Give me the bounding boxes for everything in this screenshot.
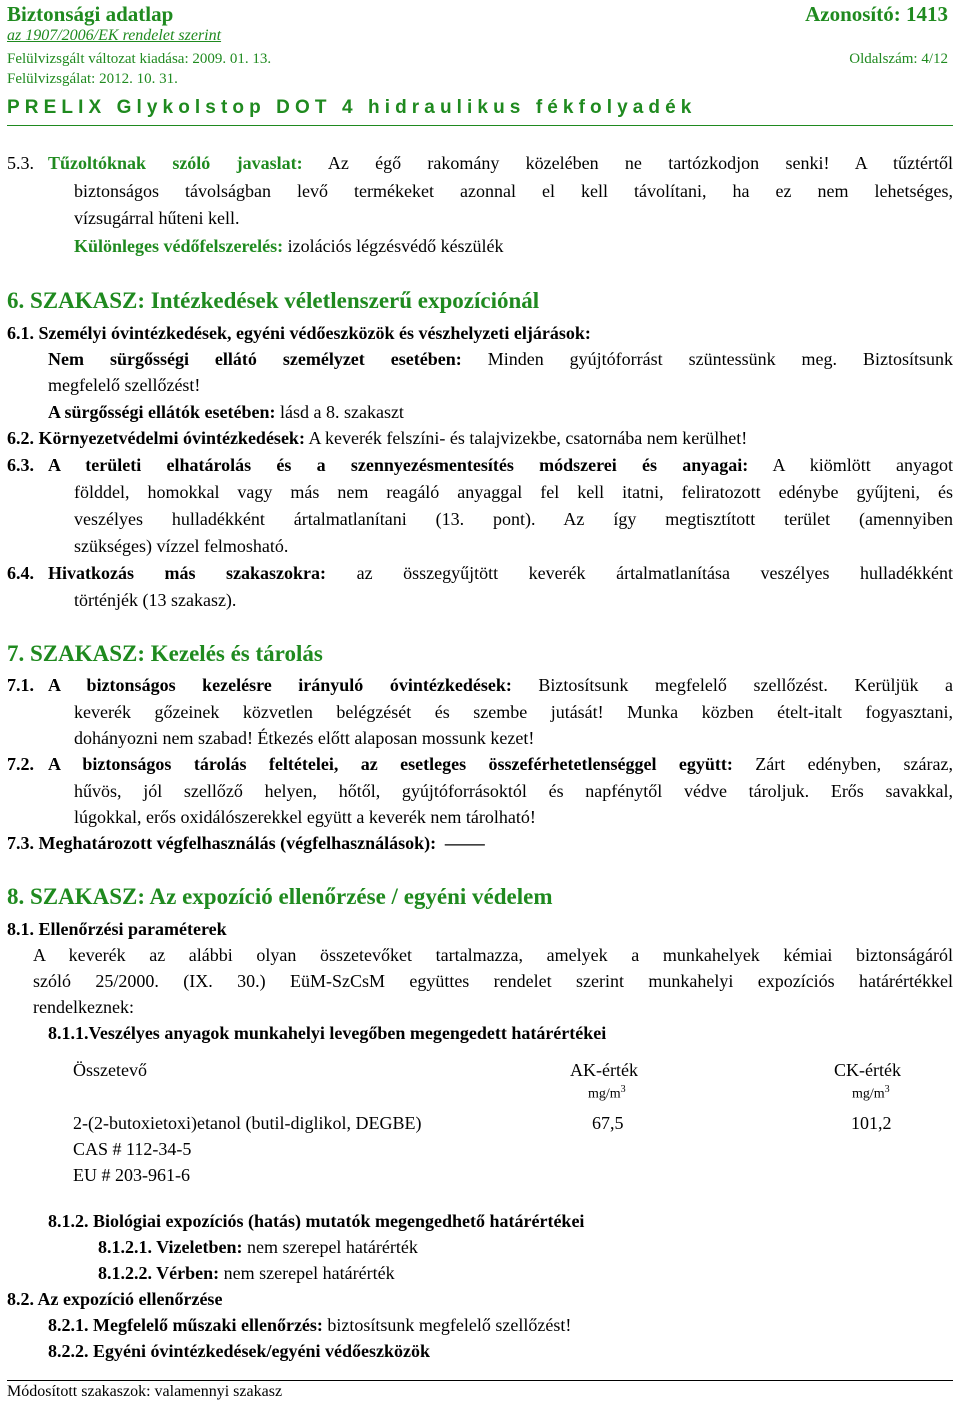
s6-3-line3: veszélyes hulladékként ártalmatlanítani (13. pont). Az így megtisztított terület (amennyiben <box>74 509 953 529</box>
special-equipment <box>74 233 504 259</box>
table-unit-ck: $mg/m^3$ <box>852 1084 890 1102</box>
s7-2-line2: hűvös, jól szellőző helyen, hőtől, gyújtóforrásoktól és napfénytől védve tároljuk. Erős savakkal, <box>74 781 953 801</box>
s8-1-line1: A keverék az alábbi olyan összetevőket tartalmazza, amelyek a munkahelyek kémiai biztonságáról <box>33 945 953 965</box>
table-row-cas: CAS # 112-34-5 <box>73 1139 192 1159</box>
s8-1-2-title: 8.1.2. Biológiai expozíciós (hatás) mutatók megengedhető határértékei <box>48 1211 585 1231</box>
s8-1-line2: szóló 25/2000. (IX. 30.) EüM-SzCsM együttes rendelet szerint munkahelyi expozíciós határértékkel <box>33 971 953 991</box>
emergency-text: lásd a 8. szakaszt <box>279 402 404 422</box>
s7-3-dash: — <box>444 833 485 853</box>
s7-1-number: 7.1. <box>7 675 34 695</box>
s6-3-line2: földdel, homokkal vagy más nem reagáló anyaggal fel kell itatni, feliratozott edénybe gyűjteni, és <box>74 482 953 502</box>
s8-1-2-2-line <box>98 1260 395 1286</box>
revision-date: Felülvizsgálat: 2012. 10. 31. <box>7 71 178 87</box>
header-divider <box>7 125 953 126</box>
s6-1-title: Személyi óvintézkedések, egyéni védőeszközök és vészhelyzeti eljárások: <box>38 323 591 343</box>
s6-4-line2: történjék (13 szakasz). <box>74 590 237 610</box>
s5-3-number: 5.3. <box>7 153 34 173</box>
s7-1-line3: dohányozni nem szabad! Étkezés előtt alaposan mossunk kezet! <box>74 728 535 748</box>
s8-1-2-2-label: 8.1.2.2. Vérben: <box>98 1263 220 1283</box>
non-emergency-line2: megfelelő szellőzést! <box>48 375 201 395</box>
s6-4-number: 6.4. <box>7 563 34 583</box>
s6-1-heading <box>7 320 591 346</box>
s7-1-line1 <box>48 672 953 698</box>
s7-2-label: A biztonságos tárolás feltételei, az esetleges összeférhetetlenséggel együtt: <box>48 754 733 774</box>
s5-3-line1 <box>48 150 953 176</box>
footer-modified-sections: Módosított szakaszok: valamennyi szakasz <box>7 1383 283 1400</box>
s8-1-2-2-text: nem szerepel határérték <box>223 1263 395 1283</box>
section-8-heading: 8. SZAKASZ: Az expozíció ellenőrzése / egyéni védelem <box>7 884 553 909</box>
s8-2-1-text: biztosítsunk megfelelő szellőzést! <box>327 1315 572 1335</box>
regulation-reference: az 1907/2006/EK rendelet szerint <box>7 27 222 44</box>
s6-3-text: A kiömlött anyagot <box>772 455 953 475</box>
s6-2-number: 6.2. <box>7 428 34 448</box>
s7-3-line <box>7 830 485 856</box>
table-header-component: Összetevő <box>73 1060 147 1080</box>
special-equipment-value: izolációs légzésvédő készülék <box>287 236 504 256</box>
s8-2-1-line <box>48 1312 571 1338</box>
s6-1-number: 6.1. <box>7 323 34 343</box>
s8-1-line3: rendelkeznek: <box>33 997 134 1017</box>
s5-3-line2: biztonságos távolságban levő termékeket azonnal el kell távolítani, ha ez nem lehetséges, <box>74 181 953 201</box>
table-unit-ak: $mg/m^3$ <box>588 1084 626 1102</box>
table-row-eu: EU # 203-961-6 <box>73 1165 190 1185</box>
table-row-ak-value: 67,5 <box>592 1113 624 1133</box>
non-emergency-label: Nem sürgősségi ellátó személyzet esetében: <box>48 349 462 369</box>
s6-2-text: A keverék felszíni- és talajvizekbe, csatornába nem kerülhet! <box>308 428 748 448</box>
table-row-ck-value: 101,2 <box>851 1113 892 1133</box>
s7-3-label: Meghatározott végfelhasználás (végfelhasználások): <box>38 833 437 853</box>
s6-4-text: az összegyűjtött keverék ártalmatlanítása veszélyes hulladékként <box>356 563 954 583</box>
table-header-ck: CK-érték <box>834 1060 901 1080</box>
s5-3-label: Tűzoltóknak szóló javaslat: <box>48 153 303 173</box>
section-6-heading: 6. SZAKASZ: Intézkedések véletlenszerű expozíciónál <box>7 288 540 313</box>
s6-3-line1 <box>48 452 953 478</box>
s8-2-title: 8.2. Az expozíció ellenőrzése <box>7 1289 223 1309</box>
page-number: Oldalszám: 4/12 <box>849 51 948 67</box>
s6-3-line4: szükséges) vízzel felmosható. <box>74 536 289 556</box>
s8-1-number: 8.1. <box>7 919 34 939</box>
emergency-label: A sürgősségi ellátók esetében: <box>48 402 276 422</box>
s5-3-line3: vízsugárral hűteni kell. <box>74 208 240 228</box>
s6-4-line1 <box>48 560 953 586</box>
s6-3-number: 6.3. <box>7 455 34 475</box>
table-row-name: 2-(2-butoxietoxi)etanol (butil-diglikol, DEGBE) <box>73 1113 422 1133</box>
s6-2-label: Környezetvédelmi óvintézkedések: <box>38 428 305 448</box>
document-title: Biztonsági adatlap <box>7 2 174 26</box>
emergency-line <box>48 399 404 425</box>
s7-2-number: 7.2. <box>7 754 34 774</box>
s8-1-2-1-line <box>98 1234 418 1260</box>
non-emergency-text: Minden gyújtóforrást szüntessünk meg. Biztosítsunk <box>487 349 954 369</box>
s7-1-line2: keverék gőzeinek közvetlen belégzését és szembe jutását! Munka közben ételt-italt fogyasztani, <box>74 702 953 722</box>
s8-1-2-1-text: nem szerepel határérték <box>246 1237 418 1257</box>
s7-3-number: 7.3. <box>7 833 34 853</box>
s8-1-2-1-label: 8.1.2.1. Vizeletben: <box>98 1237 243 1257</box>
s7-1-text: Biztosítsunk megfelelő szellőzést. Kerüljük a <box>538 675 953 695</box>
s6-4-label: Hivatkozás más szakaszokra: <box>48 563 327 583</box>
s7-2-text: Zárt edényben, száraz, <box>755 754 954 774</box>
s8-1-title: Ellenőrzési paraméterek <box>38 919 227 939</box>
s8-1-1-title: 8.1.1.Veszélyes anyagok munkahelyi levegőben megengedett határértékei <box>48 1023 607 1043</box>
s6-2-line <box>7 425 747 451</box>
s5-3-text: Az égő rakomány közelében ne tartózkodjon senki! A tűztértől <box>327 153 953 173</box>
table-header-ak: AK-érték <box>570 1060 638 1080</box>
s8-2-1-label: 8.2.1. Megfelelő műszaki ellenőrzés: <box>48 1315 323 1335</box>
section-7-heading: 7. SZAKASZ: Kezelés és tárolás <box>7 641 323 666</box>
product-name: PRELIX Glykolstop DOT 4 hidraulikus fékfolyadék <box>7 97 697 118</box>
revision-release: Felülvizsgált változat kiadása: 2009. 01. 13. <box>7 51 272 67</box>
footer-divider <box>7 1380 953 1381</box>
document-identifier: Azonosító: 1413 <box>805 2 948 26</box>
s8-1-heading <box>7 916 227 942</box>
s7-2-line1 <box>48 751 953 777</box>
non-emergency-line <box>48 346 953 372</box>
special-equipment-label: Különleges védőfelszerelés: <box>74 236 284 256</box>
s7-2-line3: lúgokkal, erős oxidálószerekkel együtt a keverék nem tárolható! <box>74 807 536 827</box>
s6-3-label: A területi elhatárolás és a szennyezésmentesítés módszerei és anyagai: <box>48 455 749 475</box>
s7-1-label: A biztonságos kezelésre irányuló óvintézkedések: <box>48 675 512 695</box>
s8-2-2-title: 8.2.2. Egyéni óvintézkedések/egyéni védőeszközök <box>48 1341 430 1361</box>
